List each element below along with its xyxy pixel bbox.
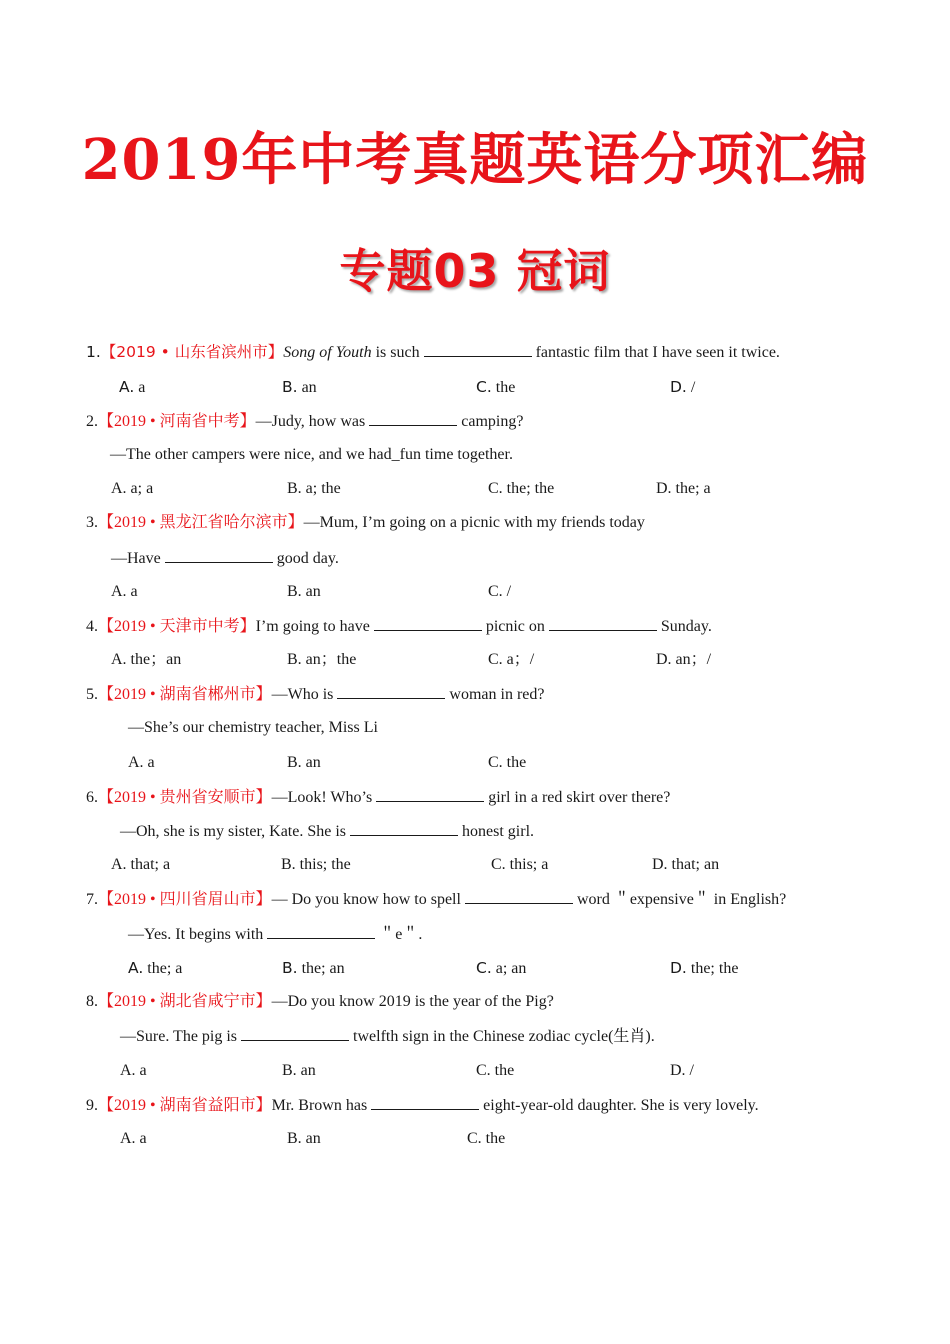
question-text: word ＂expensive＂ in English? [572, 891, 787, 908]
question-text: —Who is [271, 686, 338, 703]
option-b: B. an [287, 583, 321, 600]
question-2 [86, 410, 523, 433]
question-8 [86, 991, 554, 1013]
option-d: D. an；/ [656, 651, 712, 668]
option-d [670, 957, 738, 980]
option-a [119, 376, 145, 399]
question-text: fantastic film that I have seen it twice. [531, 344, 780, 361]
question-text: girl in a red skirt over there? [484, 789, 671, 806]
question-source: 【2019 • 山东省滨州市】 [100, 343, 284, 361]
answer-blank [465, 888, 573, 904]
option-b: B. a; the [287, 480, 341, 497]
question-6-line-2 [120, 820, 534, 843]
question-source: 【2019 • 湖北省咸宁市】 [98, 993, 272, 1010]
option-letter: D. [670, 959, 687, 977]
question-text: — Do you know how to spell [271, 891, 465, 908]
question-text: —Yes. It begins with [128, 926, 268, 943]
option-c: C. / [488, 583, 512, 600]
question-source: 【2019 • 天津市中考】 [98, 618, 256, 635]
question-number: 6. [86, 789, 98, 806]
answer-blank [549, 615, 657, 631]
page-subtitle: 专题03 冠词 [339, 244, 611, 298]
option-text: / [686, 379, 696, 396]
question-text: twelfth sign in the Chinese zodiac cycle(生肖). [349, 1028, 655, 1045]
option-b: B. an [282, 1062, 316, 1079]
option-b: B. an [287, 754, 321, 771]
question-5-line-2: —She’s our chemistry teacher, Miss Li [128, 719, 378, 736]
question-number: 4. [86, 618, 98, 635]
option-a: A. a; a [111, 480, 154, 497]
answer-blank [337, 683, 445, 699]
question-7-line-2 [128, 923, 422, 946]
option-text: a; an [491, 960, 527, 977]
question-number: 3. [86, 514, 98, 531]
option-letter: D. [670, 378, 687, 396]
option-b [282, 376, 317, 399]
question-3 [86, 512, 645, 534]
question-2-line-2: —The other campers were nice, and we had_fun time together. [110, 446, 513, 463]
option-text: the [491, 379, 516, 396]
question-9 [86, 1094, 759, 1117]
option-c [476, 957, 526, 980]
question-3-line-2 [111, 547, 339, 570]
option-a [128, 957, 182, 980]
question-text: —Oh, she is my sister, Kate. She is [120, 823, 351, 840]
option-b: B. an [287, 1130, 321, 1147]
page-title: 2019年中考真题英语分项汇编 [81, 127, 869, 193]
answer-blank [369, 410, 457, 426]
option-a: A. a [111, 583, 138, 600]
option-c: C. the; the [488, 480, 555, 497]
option-c: C. a；/ [488, 651, 535, 668]
option-c: C. the [467, 1130, 506, 1147]
option-text: an [297, 379, 317, 396]
answer-blank [371, 1094, 479, 1110]
option-c: C. the [476, 1062, 515, 1079]
option-b: B. an；the [287, 651, 357, 668]
question-1 [86, 341, 780, 364]
question-7 [86, 888, 786, 911]
question-5 [86, 683, 544, 706]
question-text: is such [371, 344, 424, 361]
question-source: 【2019 • 黑龙江省哈尔滨市】 [98, 514, 304, 531]
question-number: 2. [86, 413, 98, 430]
question-6 [86, 786, 670, 809]
question-number: 1. [86, 343, 101, 361]
question-text: ＂e＂. [375, 926, 423, 943]
option-text: a [134, 379, 146, 396]
question-text: honest girl. [458, 823, 535, 840]
question-text: —Sure. The pig is [120, 1028, 242, 1045]
option-letter: B. [282, 378, 298, 396]
question-8-line-2 [120, 1025, 655, 1048]
question-text: —Have [111, 550, 165, 567]
option-d [670, 376, 695, 399]
question-number: 5. [86, 686, 98, 703]
question-text: eight-year-old daughter. She is very lovely. [479, 1097, 759, 1114]
question-text: good day. [272, 550, 339, 567]
option-b [282, 957, 345, 980]
option-letter: A. [119, 378, 135, 396]
option-a: A. a [120, 1130, 147, 1147]
option-letter: C. [476, 959, 492, 977]
question-4 [86, 615, 712, 638]
question-text: —Judy, how was [255, 413, 370, 430]
option-text: the; the [686, 960, 739, 977]
answer-blank [165, 547, 273, 563]
question-text: —Do you know 2019 is the year of the Pig? [271, 993, 554, 1010]
answer-blank [241, 1025, 349, 1041]
option-d: D. the; a [656, 480, 711, 497]
option-text: the; an [297, 960, 345, 977]
option-a: A. a [128, 754, 155, 771]
option-letter: C. [476, 378, 492, 396]
option-d: D. that; an [652, 856, 720, 873]
question-text: woman in red? [445, 686, 545, 703]
question-text: camping? [457, 413, 524, 430]
question-number: 9. [86, 1097, 98, 1114]
option-c [476, 376, 515, 399]
question-text: picnic on [481, 618, 549, 635]
answer-blank [424, 341, 532, 357]
answer-blank [267, 923, 375, 939]
option-c: C. this; a [491, 856, 549, 873]
question-source: 【2019 • 河南省中考】 [98, 413, 256, 430]
question-text: —Mum, I’m going on a picnic with my friends today [303, 514, 645, 531]
question-number: 8. [86, 993, 98, 1010]
answer-blank [374, 615, 482, 631]
question-source: 【2019 • 贵州省安顺市】 [98, 789, 272, 806]
option-a: A. that; a [111, 856, 171, 873]
question-source: 【2019 • 湖南省益阳市】 [98, 1097, 272, 1114]
question-number: 7. [86, 891, 98, 908]
question-text: I’m going to have [255, 618, 374, 635]
option-text: the; a [143, 960, 183, 977]
option-a: A. a [120, 1062, 147, 1079]
option-a: A. the；an [111, 651, 182, 668]
option-d: D. / [670, 1062, 694, 1079]
option-letter: B. [282, 959, 298, 977]
answer-blank [376, 786, 484, 802]
question-text: Sunday. [656, 618, 712, 635]
question-source: 【2019 • 湖南省郴州市】 [98, 686, 272, 703]
option-c: C. the [488, 754, 527, 771]
film-title: Song of Youth [283, 344, 372, 361]
option-b: B. this; the [281, 856, 351, 873]
question-text: Mr. Brown has [271, 1097, 372, 1114]
answer-blank [350, 820, 458, 836]
question-source: 【2019 • 四川省眉山市】 [98, 891, 272, 908]
option-letter: A. [128, 959, 144, 977]
question-text: —Look! Who’s [271, 789, 377, 806]
